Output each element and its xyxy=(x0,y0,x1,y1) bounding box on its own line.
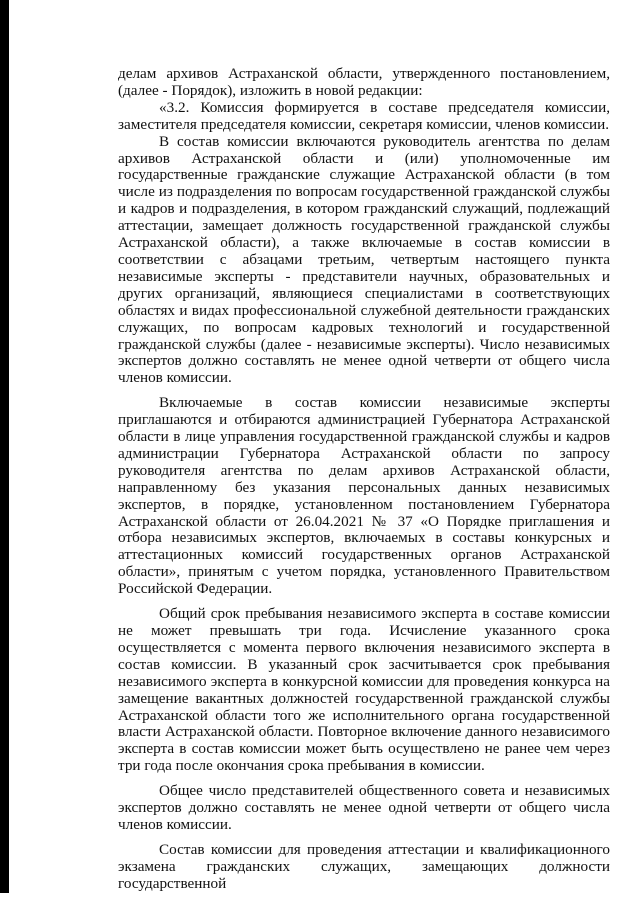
scan-edge-bar xyxy=(0,0,9,893)
paragraph-intro: делам архивов Астраханской области, утвержденного постановлением, (далее - Порядок), изложить в новой редакции: xyxy=(118,65,610,99)
paragraph-expert-term: Общий срок пребывания независимого эксперта в составе комиссии не может превышать три года. Исчисление указанного срока осуществляется с момента первого включения независимого эксперта в состав комиссии. В указанный срок засчитывается срок пребывания независимого эксперта в конкурсной комиссии для проведения конкурса на замещение вакантных должностей государственной гражданской службы Астраханской области того же исполнительного органа государственной власти Астраханской области. Повторное включение данного независимого эксперта в состав комиссии может быть осуществлено не ранее чем через три года после окончания срока пребывания в комиссии. xyxy=(118,605,610,775)
document-body xyxy=(118,66,610,893)
paragraph-commission-composition: В состав комиссии включаются руководитель агентства по делам архивов Астраханской области и (или) уполномоченные им государственные гражданские служащие Астраханской области (в том числе из подразделения по вопросам государственной гражданской службы и кадров и подразделения, в котором гражданский служащий, подлежащий аттестации, замещает должность государственной гражданской службы Астраханской области), а также включаемые в состав комиссии в соответствии с абзацами третьим, четвертым настоящего пункта независимые эксперты - представители научных, образовательных и других организаций, являющиеся специалистами в соответствующих областях и видах профессиональной служебной деятельности гражданских служащих, по вопросам кадровых технологий и государственной гражданской службы (далее - независимые эксперты). Число независимых экспертов должно составлять не менее одной четверти от общего числа членов комиссии. xyxy=(118,132,610,387)
paragraph-clause-3-2: «3.2. Комиссия формируется в составе председателя комиссии, заместителя председателя комиссии, секретаря комиссии, членов комиссии. xyxy=(118,98,610,133)
paragraph-representatives-count: Общее число представителей общественного совета и независимых экспертов должно составлять не менее одной четверти от общего числа членов комиссии. xyxy=(118,782,610,833)
paragraph-attestation-composition: Состав комиссии для проведения аттестации и квалификационного экзамена гражданских служащих, замещающих должности государственной xyxy=(118,840,610,892)
paragraph-independent-experts: Включаемые в состав комиссии независимые эксперты приглашаются и отбираются администрацией Губернатора Астраханской области в лице управления государственной гражданской службы и кадров администрации Губернатора Астраханской области по запросу руководителя агентства по делам архивов Астраханской области, направленному без указания персональных данных независимых экспертов, в порядке, установленном постановлением Губернатора Астраханской области от 26.04.2021 № 37 «О Порядке приглашения и отбора независимых экспертов, включаемых в составы конкурсных и аттестационных комиссий государственных органов Астраханской области», принятым с учетом порядка, установленного Правительством Российской Федерации. xyxy=(118,394,610,598)
